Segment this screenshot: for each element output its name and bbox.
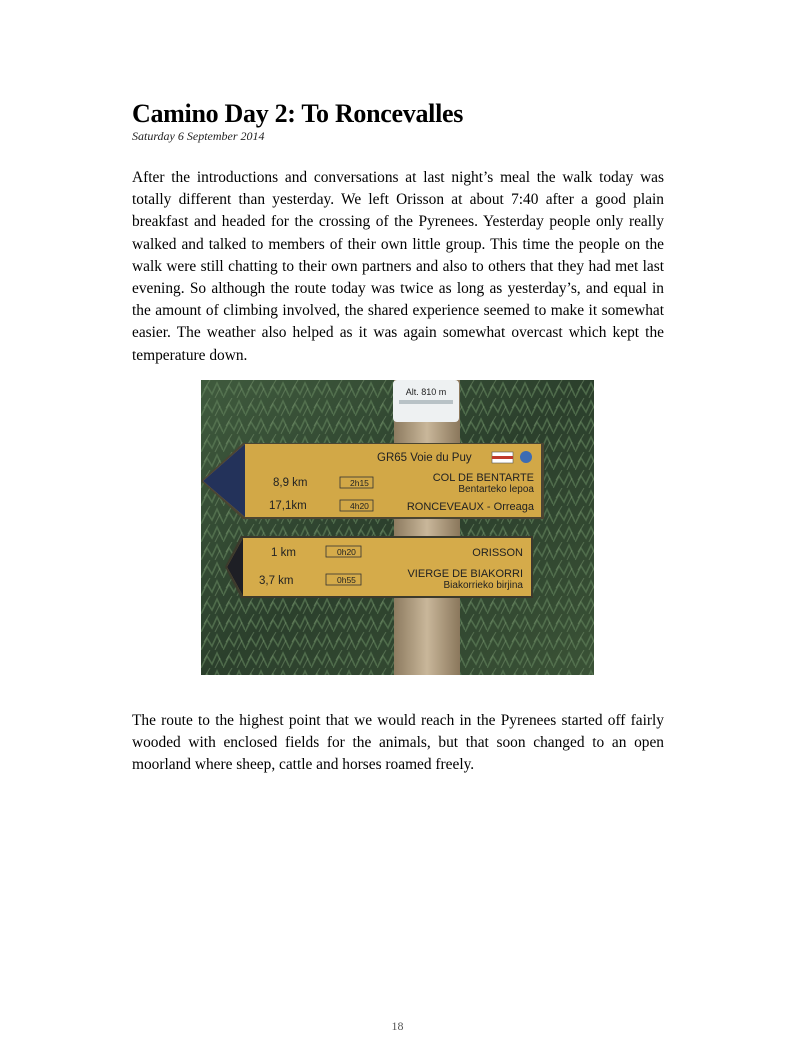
sign-bottom	[225, 536, 533, 598]
dest-4-basque: Biakorrieko birjina	[443, 580, 523, 591]
dest-4: VIERGE DE BIAKORRI	[407, 568, 523, 580]
time-2: 4h20	[350, 501, 369, 511]
page-title: Camino Day 2: To Roncevalles	[132, 99, 464, 128]
altitude-plaque	[393, 380, 459, 422]
scallop-shell-icon	[520, 451, 532, 463]
wooden-post	[394, 380, 460, 675]
dest-2: RONCEVEAUX - Orreaga	[406, 501, 534, 513]
distance-4: 3,7 km	[259, 575, 294, 587]
post-date: Saturday 6 September 2014	[132, 129, 265, 143]
signpost-photo	[201, 380, 594, 675]
dest-3: ORISSON	[472, 547, 523, 559]
time-4: 0h55	[337, 575, 356, 585]
sign-top	[201, 443, 544, 519]
route-label: GR65 Voie du Puy	[377, 452, 472, 464]
distance-3: 1 km	[271, 547, 296, 559]
altitude-label: Alt. 810 m	[405, 387, 447, 397]
time-1: 2h15	[350, 478, 369, 488]
time-3: 0h20	[337, 547, 356, 557]
dest-1-basque: Bentarteko lepoa	[458, 484, 534, 495]
paragraph-1: After the introductions and conversations at last night’s meal the walk today was totally different than yesterday. We left Orisson at about 7:40 after a good plain breakfast and headed for the crossing of the Pyrenees. Yesterday people only really walked and talked to members of their own little group. This time the people on the walk were still chatting to their own partners and also to others that they had met last evening. So although the route today was twice as long as yesterday’s, and equal in the amount of climbing involved, the shared experience seemed to make it somewhat easier. The weather also helped as it was again somewhat overcast which kept the temperature down.	[132, 169, 664, 364]
page-number: 18	[391, 1019, 404, 1033]
dest-1: COL DE BENTARTE	[432, 472, 534, 484]
paragraph-2: The route to the highest point that we would reach in the Pyrenees started off fairly wooded with enclosed fields for the animals, but that soon changed to an open moorland where sheep, cattle and horses roamed freely.	[132, 712, 664, 774]
distance-1: 8,9 km	[273, 477, 308, 489]
distance-2: 17,1km	[269, 500, 307, 512]
